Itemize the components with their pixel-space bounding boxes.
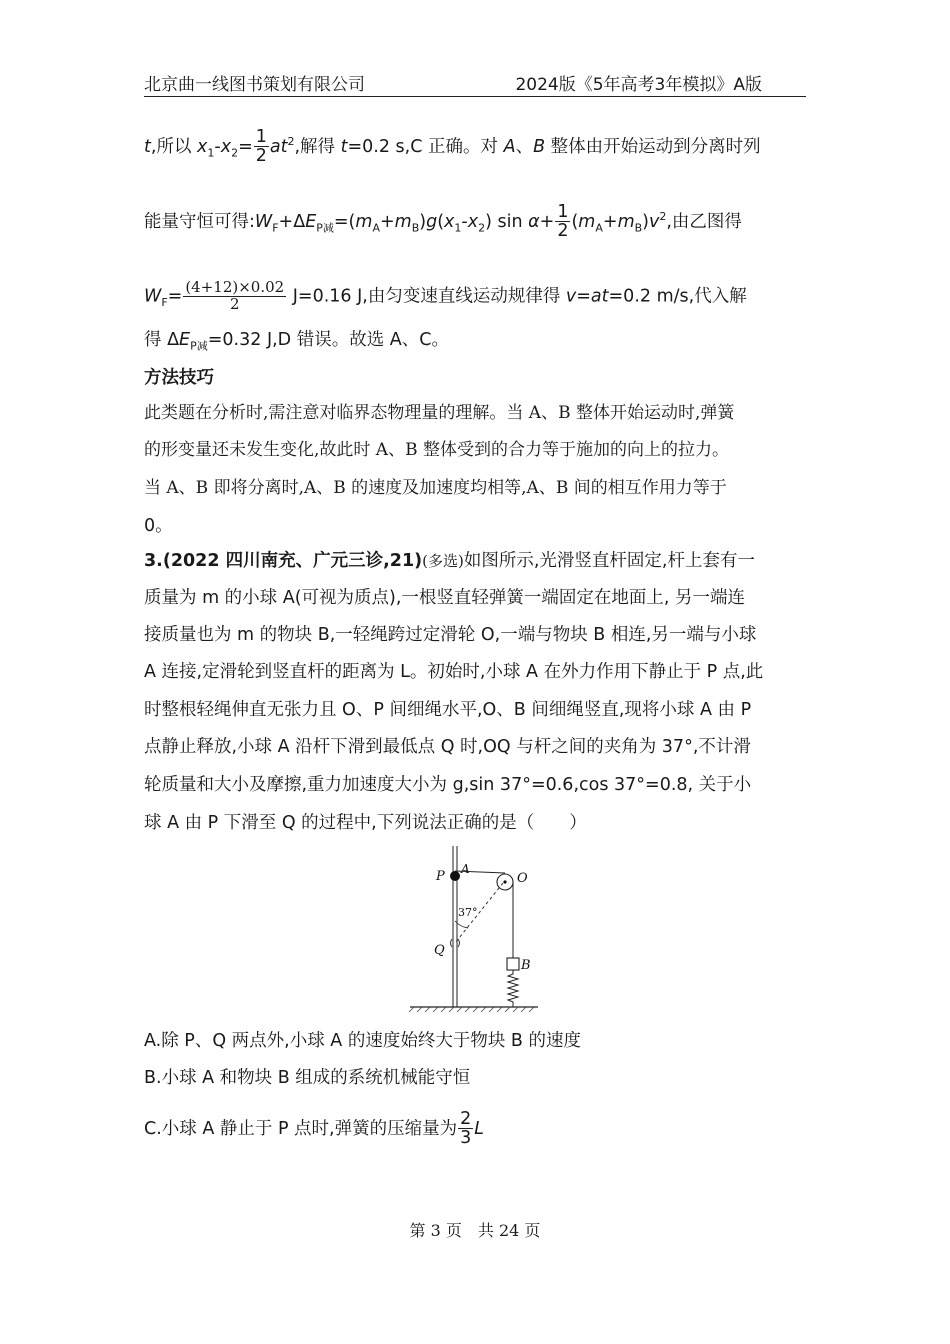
method-line: 当 A、B 即将分离时,A、B 的速度及加速度均相等,A、B 间的相互作用力等于 [144,478,727,498]
question-3-line: 接质量也为 m 的物块 B,一轻绳跨过定滑轮 O,一端与物块 B 相连,另一端与小球 [144,625,757,645]
label-A: A [461,862,470,876]
question-3-line: 球 A 由 P 下滑至 Q 的过程中,下列说法正确的是（ ） [144,813,587,833]
question-tag: (多选) [422,552,464,570]
spring [508,970,518,1007]
header-right: 2024版《5年高考3年模拟》A版 [515,75,762,95]
solution-line-2: 能量守恒可得$:W_F+\Delta E_{P减}=(m_A+m_B)g(x_1-x_2)$ sin α+ $\frac{1}{2}$ $(m_A+m_B)v^2$,由乙图得 [144,202,742,242]
question-3-line: 轮质量和大小及摩擦,重力加速度大小为 g,sin 37°=0.6,cos 37°=0.8, 关于小 [144,775,752,795]
fraction: $\frac{1}{2}$ [255,127,267,167]
method-line: 0。 [144,516,173,536]
ball-A [450,871,460,881]
label-O: O [517,871,528,886]
block-B [507,958,519,970]
option-C[interactable]: C.小球 A 静止于 P 点时,弹簧的压缩量为 $\frac{2}{3}$ L [144,1109,485,1149]
pulley-diagram [408,842,540,1012]
question-3-line: 点静止释放,小球 A 沿杆下滑到最低点 Q 时,OQ 与杆之间的夹角为 37°,不计滑 [144,737,751,757]
ground-hatch [409,1007,534,1012]
label-P: P [436,869,445,884]
option-B[interactable]: B.小球 A 和物块 B 组成的系统机械能守恒 [144,1068,471,1088]
method-line: 此类题在分析时,需注意对临界态物理量的理解。当 A、B 整体开始运动时,弹簧 [144,403,735,423]
solution-line-4: 得 $\Delta E_{P减}=0.32$ J,D 错误。故选 A、C。 [144,330,449,353]
question-number: 3.(2022 四川南充、广元三诊,21) [144,551,423,571]
question-3-line: 3.(2022 四川南充、广元三诊,21)(多选)如图所示,光滑竖直杆固定,杆上套有一 [144,551,755,571]
header-left: 北京曲一线图书策划有限公司 [144,75,365,95]
method-title: 方法技巧 [144,368,214,388]
label-B: B [521,958,531,973]
page-footer: 第 3 页 共 24 页 [409,1221,541,1240]
label-Q: Q [434,943,445,958]
question-3-line: 质量为 m 的小球 A(可视为质点),一根竖直轻弹簧一端固定在地面上, 另一端连 [144,588,746,608]
question-3-line: 时整根轻绳伸直无张力且 O、P 间细绳水平,O、B 间细绳竖直,现将小球 A 由 P [144,700,752,720]
solution-line-3: $W_F=$ $\frac{(4+12)\times 0.02}{2}$ J=0.16 J,由匀变速直线运动规律得 v=at=0.2 m/s,代入解 [144,278,747,313]
question-3-line: A 连接,定滑轮到竖直杆的距离为 L。初始时,小球 A 在外力作用下静止于 P 点,此 [144,662,764,682]
method-line: 的形变量还未发生变化,故此时 A、B 整体受到的合力等于施加的向上的拉力。 [144,440,729,460]
label-angle: 37° [458,906,478,919]
header-rule [144,96,806,97]
solution-line-1: t,所以 $x_1-x_2=$ $\frac{1}{2}$ $at^2$,解得 t=0.2 s,C 正确。对 A、B 整体由开始运动到分离时列 [144,127,761,167]
option-A[interactable]: A.除 P、Q 两点外,小球 A 的速度始终大于物块 B 的速度 [144,1031,581,1051]
